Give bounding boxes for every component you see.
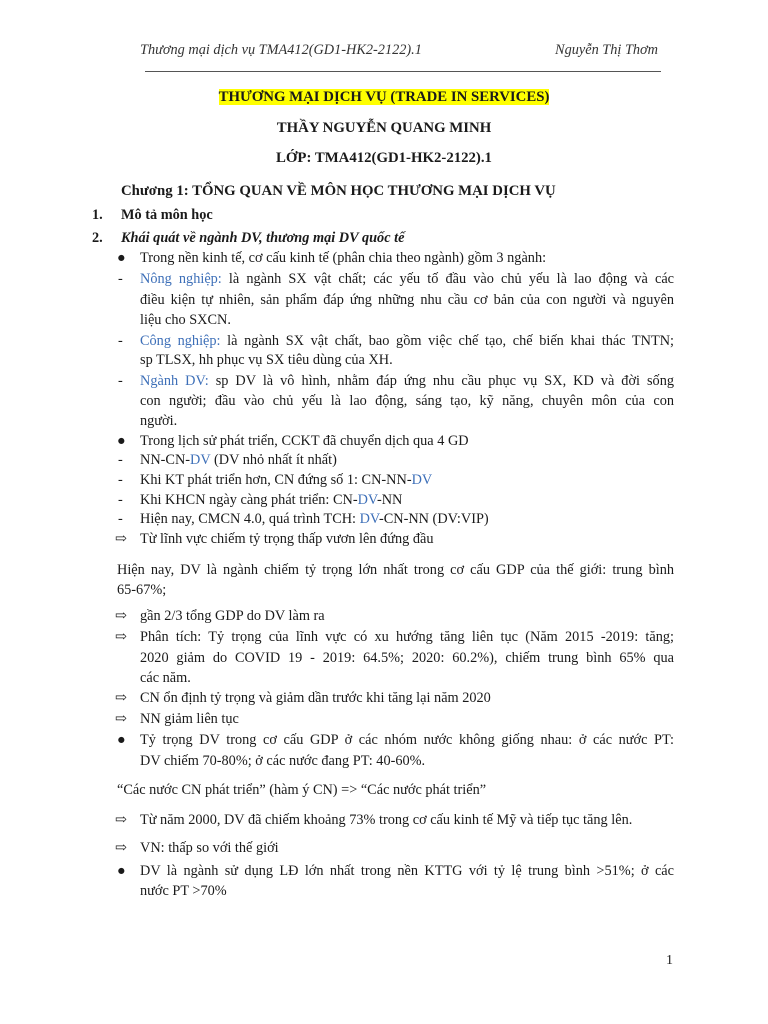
agri-line-1 [140,271,674,288]
section-title-1: Mô tả môn học [121,207,213,223]
serv-line-3: người. [140,413,178,429]
ind-line-1 [140,333,674,350]
stage-2-a: Khi KT phát triển hơn, CN đứng số 1: CN-NN- [140,472,412,488]
agri-line-3: liệu cho SXCN. [140,312,231,328]
arrow-two-thirds: gần 2/3 tổng GDP do DV làm ra [140,608,325,624]
teacher-name: THẦY NGUYỄN QUANG MINH [276,120,492,136]
bullet-marker: ● [117,863,126,879]
stage-2 [140,472,432,489]
ind-text-1: là ngành SX vật chất, bao gồm việc chế tạo, chế biến khai thác TNTN; [227,333,675,349]
header-author: Nguyễn Thị Thơm [555,42,658,58]
arrow-marker: ⇨ [115,812,127,828]
stage-4 [140,511,489,528]
dash-marker: - [118,373,123,389]
para-share-1: Hiện nay, DV là ngành chiếm tỷ trọng lớn nhất trong cơ cấu GDP của thế giới: trung bình [117,562,674,578]
stage-2-dv: DV [411,472,433,488]
analysis-line-2: 2020 giảm do COVID 19 - 2019: 64.5%; 2020: 60.2%), chiếm trung bình 65% qua [140,650,674,666]
agri-text-1: là ngành SX vật chất; các yếu tố đầu vào chủ yếu là lao động và các [228,271,675,287]
arrow-agri: NN giảm liên tục [140,711,239,727]
page-header [140,42,660,62]
stage-3-dv: DV [357,492,377,508]
arrow-rise: Từ lĩnh vực chiếm tỷ trọng thấp vươn lên đứng đầu [140,531,434,547]
serv-line-2: con người; đầu vào chủ yếu là lao động, sáng tạo, kỹ năng, chuyên môn của con [140,393,674,409]
stage-3-a: Khi KHCN ngày càng phát triển: CN- [140,492,358,508]
arrow-vn: VN: thấp so với thế giới [140,840,279,856]
chapter-heading: Chương 1: TỔNG QUAN VỀ MÔN HỌC THƯƠNG MẠI DỊCH VỤ [121,183,556,199]
share-groups-line-1: Tỷ trọng DV trong cơ cấu GDP ở các nhóm nước không giống nhau: ở các nước PT: [140,732,674,748]
ind-line-2: sp TLSX, hh phục vụ SX tiêu dùng của XH. [140,352,393,368]
analysis-line-1: Phân tích: Tỷ trọng của lĩnh vực có xu hướng tăng liên tục (Năm 2015 -2019: tăng; [140,629,674,645]
agri-line-2: điều kiện tự nhiên, sản phẩm đáp ứng những nhu cầu cơ bản của con người và nguyên [140,292,674,308]
dash-marker: - [118,492,123,508]
bullet-marker: ● [117,433,126,449]
arrow-industry: CN ổn định tỷ trọng và giảm dần trước khi tăng lại năm 2020 [140,690,491,706]
stage-3-b: -NN [376,492,403,508]
stage-4-b: -CN-NN (DV:VIP) [378,511,489,527]
serv-line-1 [140,373,674,390]
arrow-marker: ⇨ [115,711,127,727]
labor-line-2: nước PT >70% [140,883,227,899]
dash-marker: - [118,333,123,349]
bullet-marker: ● [117,732,126,748]
agri-term: Nông nghiệp: [140,271,222,287]
page-number: 1 [666,953,673,968]
arrow-marker: ⇨ [115,608,127,624]
section-title-2: Khái quát về ngành DV, thương mại DV quốc tế [121,230,405,246]
quote-line: “Các nước CN phát triển” (hàm ý CN) => “Các nước phát triển” [117,782,487,798]
header-rule [145,71,661,72]
stage-1-b: (DV nhỏ nhất ít nhất) [210,452,337,468]
arrow-marker: ⇨ [115,531,127,547]
bullet-marker: ● [117,250,126,266]
stage-3 [140,492,402,509]
para-share-2: 65-67%; [117,582,167,598]
arrow-marker: ⇨ [115,629,127,645]
title-highlight: THƯƠNG MẠI DỊCH VỤ (TRADE IN SERVICES) [218,89,550,105]
doc-title [0,89,768,106]
ind-term: Công nghiệp: [140,333,221,349]
serv-term: Ngành DV: [140,373,209,389]
arrow-us: Từ năm 2000, DV đã chiếm khoảng 73% trong cơ cấu kinh tế Mỹ và tiếp tục tăng lên. [140,812,633,828]
stage-1 [140,452,337,469]
dash-marker: - [118,472,123,488]
stage-4-a: Hiện nay, CMCN 4.0, quá trình TCH: [140,511,360,527]
class-code: LỚP: TMA412(GD1-HK2-2122).1 [276,150,492,166]
header-course: Thương mại dịch vụ TMA412(GD1-HK2-2122).1 [140,42,422,58]
bullet-history: Trong lịch sử phát triển, CCKT đã chuyển dịch qua 4 GD [140,433,469,449]
stage-1-a: NN-CN- [140,452,191,468]
stage-4-dv: DV [359,511,379,527]
dash-marker: - [118,452,123,468]
bullet-economy: Trong nền kinh tế, cơ cấu kinh tế (phân chia theo ngành) gồm 3 ngành: [140,250,547,266]
serv-text-1: sp DV là vô hình, nhằm đáp ứng nhu cầu phục vụ SX, KD và đời sống [215,373,674,389]
labor-line-1: DV là ngành sử dụng LĐ lớn nhất trong nền KTTG với tỷ lệ trung bình >51%; ở các [140,863,674,879]
arrow-marker: ⇨ [115,840,127,856]
analysis-line-3: các năm. [140,670,191,686]
arrow-marker: ⇨ [115,690,127,706]
stage-1-dv: DV [190,452,211,468]
share-groups-line-2: DV chiếm 70-80%; ở các nước đang PT: 40-60%. [140,753,426,769]
section-num-2: 2. [92,230,103,246]
dash-marker: - [118,271,123,287]
dash-marker: - [118,511,123,527]
section-num-1: 1. [92,207,103,223]
